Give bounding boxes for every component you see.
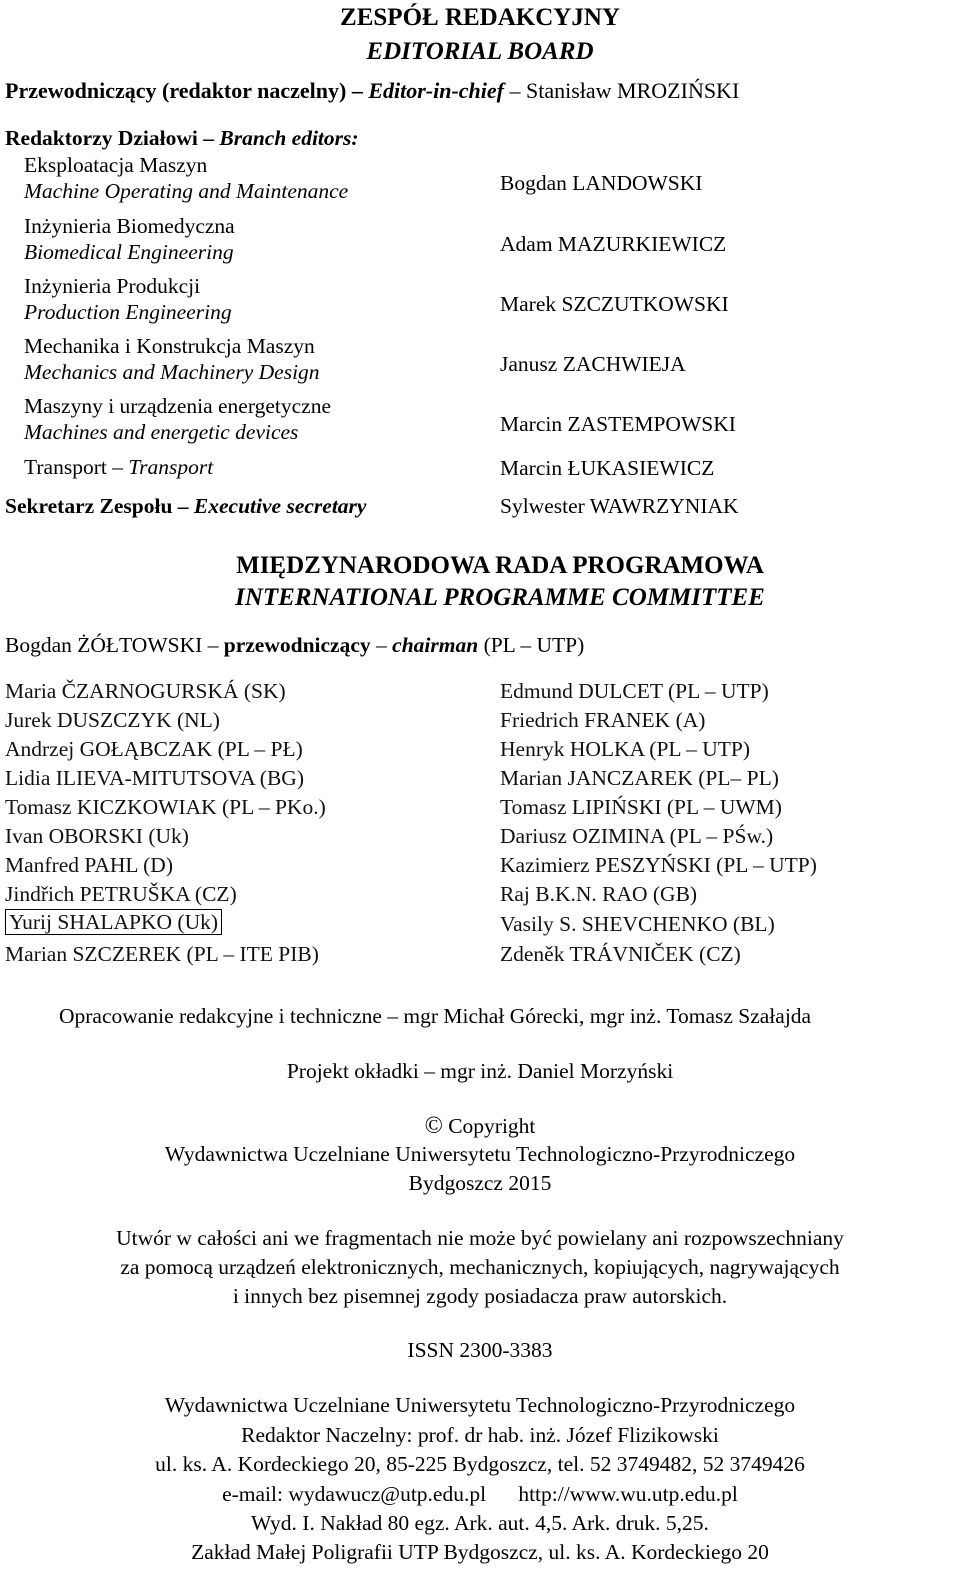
branch-heading-pl: Redaktorzy Działowi <box>5 126 198 150</box>
committee-member-left: Tomasz KICZKOWIAK (PL – PKo.) <box>5 795 326 819</box>
header-title-en: EDITORIAL BOARD <box>366 38 594 65</box>
committee-member-right: Raj B.K.N. RAO (GB) <box>500 882 698 906</box>
chair-role-pl: przewodniczący <box>223 633 371 657</box>
copyright-place-year: Bydgoszcz 2015 <box>408 1171 552 1195</box>
committee-chair-line <box>5 633 584 658</box>
copyright-icon: © <box>424 1113 443 1139</box>
imprint-contact: e-mail: wydawucz@utp.edu.pl http://www.wu.utp.edu.pl <box>222 1482 738 1506</box>
chief-label-en: Editor-in-chief <box>368 78 504 103</box>
committee-member-right: Edmund DULCET (PL – UTP) <box>500 679 769 703</box>
rights-notice-line: za pomocą urządzeń elektronicznych, mechanicznych, kopiujących, nagrywających <box>120 1255 840 1279</box>
secretary-dash: – <box>177 494 189 518</box>
branch-item-name: Marcin ZASTEMPOWSKI <box>500 412 736 436</box>
copyright-label: Copyright <box>448 1114 536 1138</box>
imprint-line: Redaktor Naczelny: prof. dr hab. inż. Józef Flizikowski <box>241 1423 719 1447</box>
imprint-line: Wydawnictwa Uczelniane Uniwersytetu Technologiczno-Przyrodniczego <box>164 1393 796 1417</box>
branch-item-name: Marcin ŁUKASIEWICZ <box>500 456 715 480</box>
branch-item-pl: Eksploatacja Maszyn <box>24 153 208 177</box>
branch-item-name: Bogdan LANDOWSKI <box>500 171 703 195</box>
secretary-pl: Sekretarz Zespołu <box>5 494 173 518</box>
branch-heading-dash: – <box>203 126 214 150</box>
secretary-en: Executive secretary <box>193 494 367 518</box>
imprint-line: Zakład Małej Poligrafii UTP Bydgoszcz, ul. ks. A. Kordeckiego 20 <box>191 1540 769 1564</box>
chair-name: Bogdan ŻÓŁTOWSKI <box>5 633 203 657</box>
committee-member-right: Vasily S. SHEVCHENKO (BL) <box>500 912 775 936</box>
branch-item-name: Janusz ZACHWIEJA <box>500 352 686 376</box>
chief-dash-2: – <box>509 78 521 103</box>
header-title-pl: ZESPÓŁ REDAKCYJNY <box>340 4 620 31</box>
rights-notice-line: i innych bez pisemnej zgody posiadacza praw autorskich. <box>232 1284 728 1308</box>
copyright-publisher: Wydawnictwa Uczelniane Uniwersytetu Technologiczno-Przyrodniczego <box>164 1142 796 1166</box>
committee-member-right: Dariusz OZIMINA (PL – PŚw.) <box>500 824 774 848</box>
branch-item-en: Biomedical Engineering <box>24 240 234 264</box>
memorial-box: Yurij SHALAPKO (Uk) <box>5 909 222 935</box>
committee-member-right: Friedrich FRANEK (A) <box>500 708 706 732</box>
committee-member-right: Zdeněk TRÁVNIČEK (CZ) <box>500 942 741 966</box>
rights-notice-line: Utwór w całości ani we fragmentach nie może być powielany ani rozpowszechniany <box>116 1226 844 1250</box>
committee-member-right: Henryk HOLKA (PL – UTP) <box>500 737 751 761</box>
secretary-line <box>5 494 366 519</box>
transport-dash: – <box>112 455 123 479</box>
chief-name: Stanisław MROZIŃSKI <box>526 78 740 103</box>
branch-item-pl: Mechanika i Konstrukcja Maszyn <box>24 334 315 358</box>
committee-member-right: Tomasz LIPIŃSKI (PL – UWM) <box>500 795 782 819</box>
imprint-line: Wyd. I. Nakład 80 egz. Ark. aut. 4,5. Ark. druk. 5,25. <box>251 1511 709 1535</box>
chief-label-pl: Przewodniczący (redaktor naczelny) <box>5 78 347 103</box>
branch-item-transport <box>24 455 213 480</box>
transport-pl: Transport <box>24 455 107 479</box>
imprint-line: ul. ks. A. Kordeckiego 20, 85-225 Bydgoszcz, tel. 52 3749482, 52 3749426 <box>155 1452 805 1476</box>
branch-item-en: Machine Operating and Maintenance <box>24 179 349 203</box>
secretary-name: Sylwester WAWRZYNIAK <box>500 494 739 518</box>
copyright-line <box>0 1113 960 1141</box>
committee-member-left: Ivan OBORSKI (Uk) <box>5 824 189 848</box>
chair-affiliation: (PL – UTP) <box>483 633 585 657</box>
branch-item-pl: Inżynieria Produkcji <box>24 274 201 298</box>
committee-member-left: Maria ČZARNOGURSKÁ (SK) <box>5 679 286 703</box>
branch-item-pl: Inżynieria Biomedyczna <box>24 214 235 238</box>
transport-en: Transport <box>128 455 214 479</box>
branch-editors-heading <box>5 126 359 151</box>
chair-role-en: chairman <box>392 633 479 657</box>
committee-member-left: Marian SZCZEREK (PL – ITE PIB) <box>5 942 319 966</box>
committee-member-left: Lidia ILIEVA-MITUTSOVA (BG) <box>5 766 304 790</box>
committee-member-left: Andrzej GOŁĄBCZAK (PL – PŁ) <box>5 737 303 761</box>
branch-item-en: Machines and energetic devices <box>24 420 299 444</box>
branch-item-name: Marek SZCZUTKOWSKI <box>500 292 729 316</box>
branch-item-en: Production Engineering <box>24 300 232 324</box>
committee-member-boxed <box>5 910 222 935</box>
branch-item-en: Mechanics and Machinery Design <box>24 360 320 384</box>
cover-credit: Projekt okładki – mgr inż. Daniel Morzyński <box>286 1059 674 1083</box>
editor-in-chief-line <box>5 78 739 103</box>
committee-member-right: Marian JANCZAREK (PL– PL) <box>500 766 779 790</box>
chair-dash-2: – <box>376 633 387 657</box>
committee-member-left: Manfred PAHL (D) <box>5 853 173 877</box>
committee-heading-pl: MIĘDZYNARODOWA RADA PROGRAMOWA <box>236 552 764 579</box>
branch-item-pl: Maszyny i urządzenia energetyczne <box>24 394 332 418</box>
issn: ISSN 2300-3383 <box>407 1338 553 1362</box>
editorial-credit: Opracowanie redakcyjne i techniczne – mgr Michał Górecki, mgr inż. Tomasz Szałajda <box>59 1004 812 1028</box>
chair-dash: – <box>207 633 219 657</box>
committee-member-left: Jindřich PETRUŠKA (CZ) <box>5 882 237 906</box>
chief-dash: – <box>351 78 363 103</box>
branch-heading-en: Branch editors: <box>219 126 359 150</box>
committee-heading-en: INTERNATIONAL PROGRAMME COMMITTEE <box>235 584 765 611</box>
branch-item-name: Adam MAZURKIEWICZ <box>500 232 727 256</box>
committee-member-right: Kazimierz PESZYŃSKI (PL – UTP) <box>500 853 817 877</box>
committee-member-left: Jurek DUSZCZYK (NL) <box>5 708 220 732</box>
